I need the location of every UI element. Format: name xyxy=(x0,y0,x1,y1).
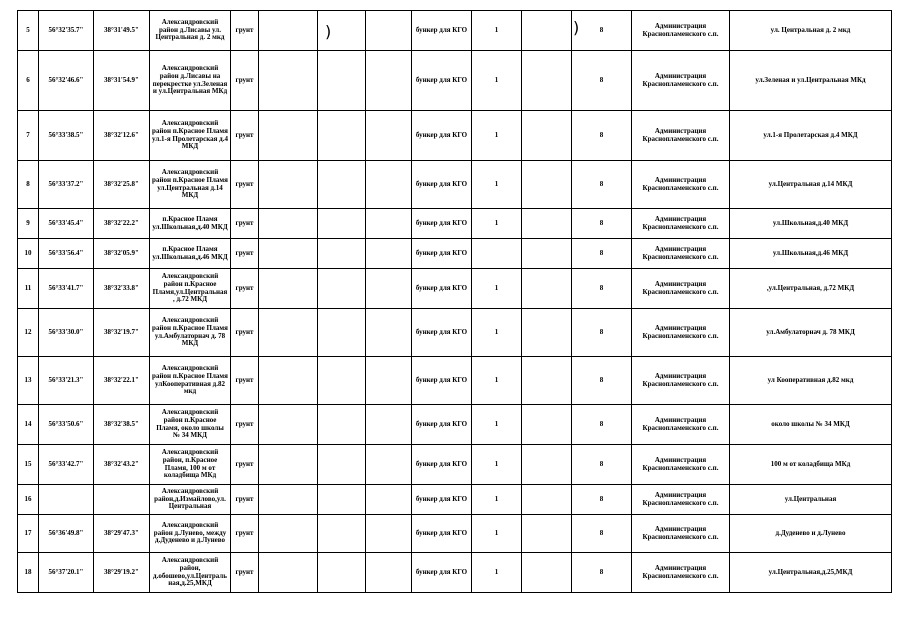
table-row xyxy=(18,515,892,553)
cell-latitude: 56°32'46.6" xyxy=(39,51,94,111)
cell-longitude: 38°32'05.9" xyxy=(94,239,150,269)
cell-container-type: бункер для КГО xyxy=(412,485,472,515)
cell-count: 1 xyxy=(472,309,522,357)
cell-empty xyxy=(522,485,572,515)
cell-empty xyxy=(318,515,366,553)
cell-empty xyxy=(318,485,366,515)
cell-waste-source: ул.Центральная,д.25,МКД xyxy=(730,553,892,593)
cell-empty xyxy=(522,357,572,405)
cell-waste-source: около школы № 34 МКД xyxy=(730,405,892,445)
cell-latitude: 56°33'50.6" xyxy=(39,405,94,445)
cell-empty xyxy=(318,209,366,239)
cell-longitude: 38°32'22.1" xyxy=(94,357,150,405)
cell-empty xyxy=(366,445,412,485)
cell-surface: грунт xyxy=(231,269,259,309)
cell-empty xyxy=(366,405,412,445)
cell-number: 10 xyxy=(18,239,39,269)
cell-number: 11 xyxy=(18,269,39,309)
cell-empty xyxy=(318,357,366,405)
cell-volume: 8 xyxy=(572,111,632,161)
cell-address: п.Красное Пламя ул.Школьная,д.40 МКД xyxy=(150,209,231,239)
cell-empty xyxy=(259,11,318,51)
cell-count: 1 xyxy=(472,161,522,209)
cell-longitude: 38°32'33.8" xyxy=(94,269,150,309)
cell-longitude: 38°32'12.6" xyxy=(94,111,150,161)
cell-surface: грунт xyxy=(231,445,259,485)
cell-waste-source: ул.Центральная д.14 МКД xyxy=(730,161,892,209)
cell-count: 1 xyxy=(472,111,522,161)
cell-address: Александровский район д.Лунево, между д.Дуденево и д.Лунево xyxy=(150,515,231,553)
cell-volume: 8 xyxy=(572,11,632,51)
cell-empty xyxy=(522,309,572,357)
cell-container-type: бункер для КГО xyxy=(412,209,472,239)
cell-surface: грунт xyxy=(231,405,259,445)
cell-empty xyxy=(366,269,412,309)
cell-count xyxy=(472,239,522,269)
cell-number: 5 xyxy=(18,11,39,51)
cell-surface: грунт xyxy=(231,51,259,111)
table-row xyxy=(18,239,892,269)
cell-number: 15 xyxy=(18,445,39,485)
cell-empty xyxy=(259,553,318,593)
cell-latitude: 56°33'45.4" xyxy=(39,209,94,239)
cell-number: 7 xyxy=(18,111,39,161)
cell-volume: 8 xyxy=(572,239,632,269)
table-row xyxy=(18,485,892,515)
cell-latitude: 56°37'20.1" xyxy=(39,553,94,593)
table-row xyxy=(18,111,892,161)
cell-waste-source: ул.Амбулаторнач д. 78 МКД xyxy=(730,309,892,357)
table-row xyxy=(18,553,892,593)
cell-address: Александровский район п.Красное Пламя,ул.Центральная , д.72 МКД xyxy=(150,269,231,309)
cell-volume: 8 xyxy=(572,485,632,515)
cell-latitude: 56°33'30.0" xyxy=(39,309,94,357)
cell-empty xyxy=(259,161,318,209)
cell-owner: Администрация Краснопламенского с.п. xyxy=(632,445,730,485)
cell-address: Александровский район п.Красное Пламя, около школы № 34 МКД xyxy=(150,405,231,445)
cell-address: Александровский район,д.Измайлово,ул. Центральная xyxy=(150,485,231,515)
cell-waste-source: ул.1-я Пролетарская д.4 МКД xyxy=(730,111,892,161)
cell-empty xyxy=(522,405,572,445)
cell-surface: грунт xyxy=(231,209,259,239)
cell-address: Александровский район д.Лисавы на перекрестке ул.Зеленая и ул.Центральная МКд xyxy=(150,51,231,111)
cell-empty xyxy=(318,269,366,309)
cell-waste-source: д.Дуденево и д.Лунево xyxy=(730,515,892,553)
cell-surface: грунт xyxy=(231,485,259,515)
cell-address: Александровский район п.Красное Пламя ул.Центральная д.14 МКД xyxy=(150,161,231,209)
cell-volume: 8 xyxy=(572,445,632,485)
table-row xyxy=(18,445,892,485)
cell-container-type: бункер для КГО xyxy=(412,309,472,357)
cell-volume: 8 xyxy=(572,161,632,209)
cell-empty xyxy=(259,485,318,515)
cell-container-type: бункер для КГО xyxy=(412,553,472,593)
cell-empty xyxy=(366,51,412,111)
table-row xyxy=(18,51,892,111)
cell-empty xyxy=(318,239,366,269)
cell-volume: 8 xyxy=(572,309,632,357)
table-row xyxy=(18,269,892,309)
cell-number: 8 xyxy=(18,161,39,209)
cell-number: 14 xyxy=(18,405,39,445)
cell-count: 1 xyxy=(472,515,522,553)
cell-waste-source: ул.Зеленая и ул.Центральная МКд xyxy=(730,51,892,111)
cell-owner: Администрация Краснопламенского с.п. xyxy=(632,161,730,209)
cell-empty xyxy=(259,51,318,111)
cell-empty xyxy=(366,485,412,515)
cell-count: 1 xyxy=(472,357,522,405)
cell-count: 1 xyxy=(472,11,522,51)
cell-empty xyxy=(259,239,318,269)
cell-address: п.Красное Пламя ул.Школьная,д.46 МКД xyxy=(150,239,231,269)
cell-volume: 8 xyxy=(572,51,632,111)
cell-longitude: 38°29'47.3" xyxy=(94,515,150,553)
cell-number: 13 xyxy=(18,357,39,405)
cell-container-type: бункер для КГО xyxy=(412,161,472,209)
cell-owner: Администрация Краснопламенского с.п. xyxy=(632,309,730,357)
table-row xyxy=(18,209,892,239)
cell-container-type: бункер для КГО xyxy=(412,239,472,269)
cell-longitude: 38°32'22.2" xyxy=(94,209,150,239)
cell-empty xyxy=(259,405,318,445)
cell-empty xyxy=(366,553,412,593)
cell-latitude: 56°33'37.2" xyxy=(39,161,94,209)
cell-volume: 8 xyxy=(572,357,632,405)
table-row xyxy=(18,161,892,209)
cell-empty xyxy=(366,239,412,269)
cell-container-type: бункер для КГО xyxy=(412,515,472,553)
cell-count: 1 xyxy=(472,445,522,485)
cell-volume: 8 xyxy=(572,209,632,239)
cell-empty xyxy=(318,553,366,593)
cell-container-type: бункер для КГО xyxy=(412,51,472,111)
cell-longitude: 38°32'19.7" xyxy=(94,309,150,357)
cell-owner: Администрация Краснопламенского с.п. xyxy=(632,515,730,553)
cell-empty xyxy=(366,209,412,239)
cell-address: Александровский район п.Красное Пламя ул.Амбулаторнач д. 78 МКД xyxy=(150,309,231,357)
cell-empty xyxy=(259,309,318,357)
cell-empty xyxy=(318,51,366,111)
cell-empty xyxy=(366,515,412,553)
table-row xyxy=(18,309,892,357)
cell-owner: Администрация Краснопламенского с.п. xyxy=(632,111,730,161)
cell-longitude: 38°31'54.9" xyxy=(94,51,150,111)
cell-surface: грунт xyxy=(231,111,259,161)
cell-empty xyxy=(366,357,412,405)
cell-container-type: бункер для КГО xyxy=(412,269,472,309)
cell-address: Александровский район п.Красное Пламя ул.1-я Пролетарская д.4 МКД xyxy=(150,111,231,161)
cell-count: 1 xyxy=(472,405,522,445)
cell-empty xyxy=(259,357,318,405)
bracket-mark: ) xyxy=(573,18,580,37)
table-row xyxy=(18,405,892,445)
cell-number: 6 xyxy=(18,51,39,111)
cell-empty xyxy=(522,209,572,239)
cell-waste-source: ул Кооперативная д.82 мкд xyxy=(730,357,892,405)
cell-latitude: 56°33'21.3" xyxy=(39,357,94,405)
cell-longitude: 38°32'25.8" xyxy=(94,161,150,209)
cell-count: 1 xyxy=(472,51,522,111)
cell-address: Александровский район п.Красное Пламя улКооперативная д.82 мкд xyxy=(150,357,231,405)
cell-surface: грунт xyxy=(231,11,259,51)
cell-waste-source: ул.Школьная,д.46 МКД xyxy=(730,239,892,269)
cell-owner: Администрация Краснопламенского с.п. xyxy=(632,209,730,239)
bracket-mark: ) xyxy=(325,22,332,41)
cell-longitude xyxy=(94,485,150,515)
cell-surface: грунт xyxy=(231,357,259,405)
cell-count: 1 xyxy=(472,269,522,309)
cell-waste-source: ул.Центральная xyxy=(730,485,892,515)
cell-number: 9 xyxy=(18,209,39,239)
cell-empty xyxy=(259,209,318,239)
cell-owner: Администрация Краснопламенского с.п. xyxy=(632,357,730,405)
cell-empty xyxy=(366,309,412,357)
cell-count: 1 xyxy=(472,209,522,239)
cell-container-type: бункер для КГО xyxy=(412,11,472,51)
cell-owner: Администрация Краснопламенского с.п. xyxy=(632,51,730,111)
cell-empty xyxy=(318,445,366,485)
cell-volume: 8 xyxy=(572,515,632,553)
cell-empty xyxy=(318,111,366,161)
cell-number: 12 xyxy=(18,309,39,357)
cell-longitude: 38°32'43.2" xyxy=(94,445,150,485)
cell-number: 16 xyxy=(18,485,39,515)
cell-empty xyxy=(366,161,412,209)
cell-latitude: 56°33'56.4" xyxy=(39,239,94,269)
cell-count: 1 xyxy=(472,485,522,515)
cell-empty xyxy=(522,239,572,269)
cell-empty xyxy=(522,515,572,553)
cell-container-type: бункер для КГО xyxy=(412,357,472,405)
cell-empty xyxy=(318,405,366,445)
table-row xyxy=(18,357,892,405)
document-sheet xyxy=(17,10,892,593)
cell-empty xyxy=(522,11,572,51)
cell-latitude: 56°33'38.5" xyxy=(39,111,94,161)
cell-latitude: 56°33'42.7" xyxy=(39,445,94,485)
cell-surface: грунт xyxy=(231,515,259,553)
cell-empty xyxy=(318,309,366,357)
cell-owner: Администрация Краснопламенского с.п. xyxy=(632,405,730,445)
cell-volume: 8 xyxy=(572,269,632,309)
cell-empty xyxy=(522,553,572,593)
cell-number: 18 xyxy=(18,553,39,593)
cell-empty xyxy=(259,269,318,309)
cell-owner: Администрация Краснопламенского с.п. xyxy=(632,269,730,309)
cell-empty xyxy=(522,445,572,485)
cell-latitude: 56°32'35.7" xyxy=(39,11,94,51)
cell-empty xyxy=(318,161,366,209)
cell-empty xyxy=(259,445,318,485)
cell-volume: 8 xyxy=(572,405,632,445)
cell-waste-source: ул.Школьная,д.40 МКД xyxy=(730,209,892,239)
cell-container-type: бункер для КГО xyxy=(412,405,472,445)
cell-owner: Администрация Краснопламенского с.п. xyxy=(632,239,730,269)
cell-address: Александровский район, п.Красное Пламя, 100 м от коладбища МКд xyxy=(150,445,231,485)
cell-empty xyxy=(522,51,572,111)
cell-empty xyxy=(522,111,572,161)
cell-container-type: бункер для КГО xyxy=(412,445,472,485)
cell-surface: грунт xyxy=(231,553,259,593)
cell-longitude: 38°29'19.2" xyxy=(94,553,150,593)
cell-owner: Администрация Краснопламенского с.п. xyxy=(632,485,730,515)
cell-address: Александровский район, д.обошево,ул.Центральная,д.25,МКД xyxy=(150,553,231,593)
cell-empty xyxy=(522,269,572,309)
cell-empty xyxy=(366,11,412,51)
cell-waste-source: ,ул.Центральная, д.72 МКД xyxy=(730,269,892,309)
cell-number: 17 xyxy=(18,515,39,553)
cell-waste-source: 100 м от коладбища МКд xyxy=(730,445,892,485)
cell-latitude: 56°33'41.7" xyxy=(39,269,94,309)
cell-longitude: 38°31'49.5" xyxy=(94,11,150,51)
cell-latitude xyxy=(39,485,94,515)
cell-surface: грунт xyxy=(231,309,259,357)
cell-empty xyxy=(366,111,412,161)
cell-empty xyxy=(259,515,318,553)
cell-surface: грунт xyxy=(231,161,259,209)
cell-owner: Администрация Краснопламенского с.п. xyxy=(632,553,730,593)
cell-latitude: 56°36'49.8" xyxy=(39,515,94,553)
table-row xyxy=(18,11,892,51)
cell-waste-source: ул. Центральная д. 2 мкд xyxy=(730,11,892,51)
cell-container-type: бункер для КГО xyxy=(412,111,472,161)
cell-count: 1 xyxy=(472,553,522,593)
cell-volume: 8 xyxy=(572,553,632,593)
container-sites-table xyxy=(17,10,892,593)
cell-owner: Администрация Краснопламенского с.п. xyxy=(632,11,730,51)
cell-address: Александровский район д.Лисавы ул. Центральная д. 2 мкд xyxy=(150,11,231,51)
cell-longitude: 38°32'38.5" xyxy=(94,405,150,445)
cell-surface: грунт xyxy=(231,239,259,269)
cell-empty xyxy=(259,111,318,161)
cell-empty xyxy=(522,161,572,209)
